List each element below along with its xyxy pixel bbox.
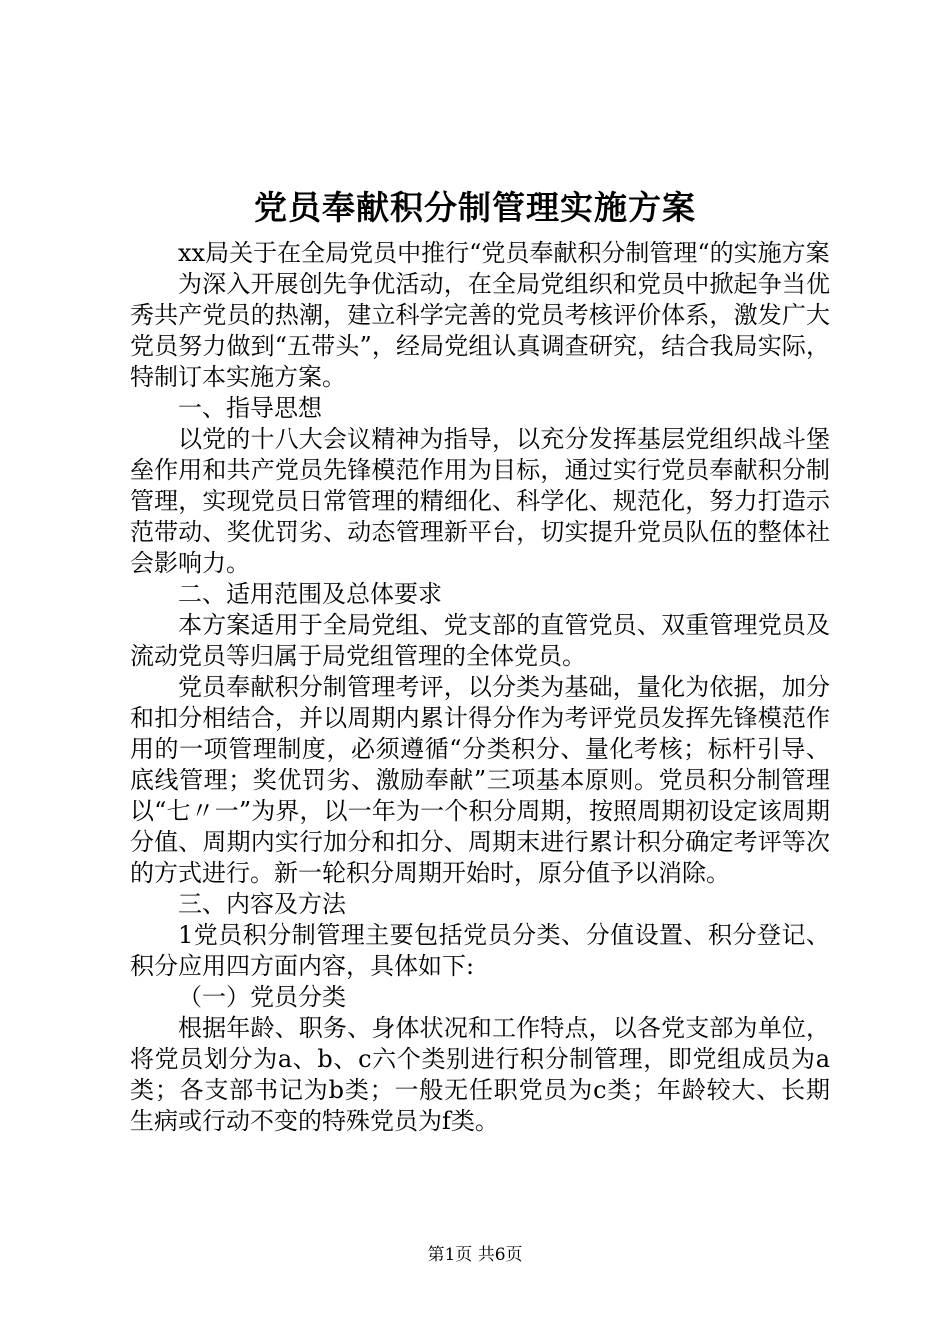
paragraph-principles: 党员奉献积分制管理考评，以分类为基础，量化为依据，加分和扣分相结合，并以周期内累计得分作为考评党员发挥先锋模范作用的一项管理制度，必须遵循“分类积分、量化考核；标杆引导、底线管理；奖优罚劣、激励奉献”三项基本原则。党员积分制管理以“七〃一”为界，以一年为一个积分周期，按照周期初设定该周期分值、周期内实行加分和扣分、周期末进行累计积分确定考评等次的方式进行。新一轮积分周期开始时，原分值予以消除。 — [130, 673, 830, 887]
subsection-heading-classification: （一）党员分类 — [178, 983, 346, 1011]
section-heading-scope: 二、适用范围及总体要求 — [178, 580, 442, 608]
document-title: 党员奉献积分制管理实施方案 — [254, 188, 696, 227]
paragraph-intro-heading: xx局关于在全局党员中推行“党员奉献积分制管理“的实施方案 — [178, 239, 830, 267]
section-heading-guiding-thought: 一、指导思想 — [178, 394, 322, 422]
paragraph-scope: 本方案适用于全局党组、党支部的直管党员、双重管理党员及流动党员等归属于局党组管理的全体党员。 — [130, 611, 830, 670]
paragraph-guiding-thought: 以党的十八大会议精神为指导，以充分发挥基层党组织战斗堡垒作用和共产党员先锋模范作用为目标，通过实行党员奉献积分制管理，实现党员日常管理的精细化、科学化、规范化，努力打造示范带动、奖优罚劣、动态管理新平台，切实提升党员队伍的整体社会影响力。 — [130, 425, 830, 577]
document-body — [130, 238, 830, 1137]
paragraph-purpose: 为深入开展创先争优活动，在全局党组织和党员中掀起争当优秀共产党员的热潮，建立科学完善的党员考核评价体系，激发广大党员努力做到“五带头”，经局党组认真调查研究，结合我局实际，特制订本实施方案。 — [130, 270, 830, 391]
section-heading-content-method: 三、内容及方法 — [178, 890, 346, 918]
paragraph-content-overview: 1党员积分制管理主要包括党员分类、分值设置、积分登记、积分应用四方面内容，具体如下: — [130, 921, 830, 980]
paragraph-classification: 根据年龄、职务、身体状况和工作特点，以各党支部为单位，将党员划分为a、b、c六个类别进行积分制管理，即党组成员为a类；各支部书记为b类；一般无任职党员为c类；年龄较大、长期生病或行动不变的特殊党员为f类。 — [130, 1014, 830, 1135]
page-number-footer: 第1页 共6页 — [427, 1245, 523, 1265]
